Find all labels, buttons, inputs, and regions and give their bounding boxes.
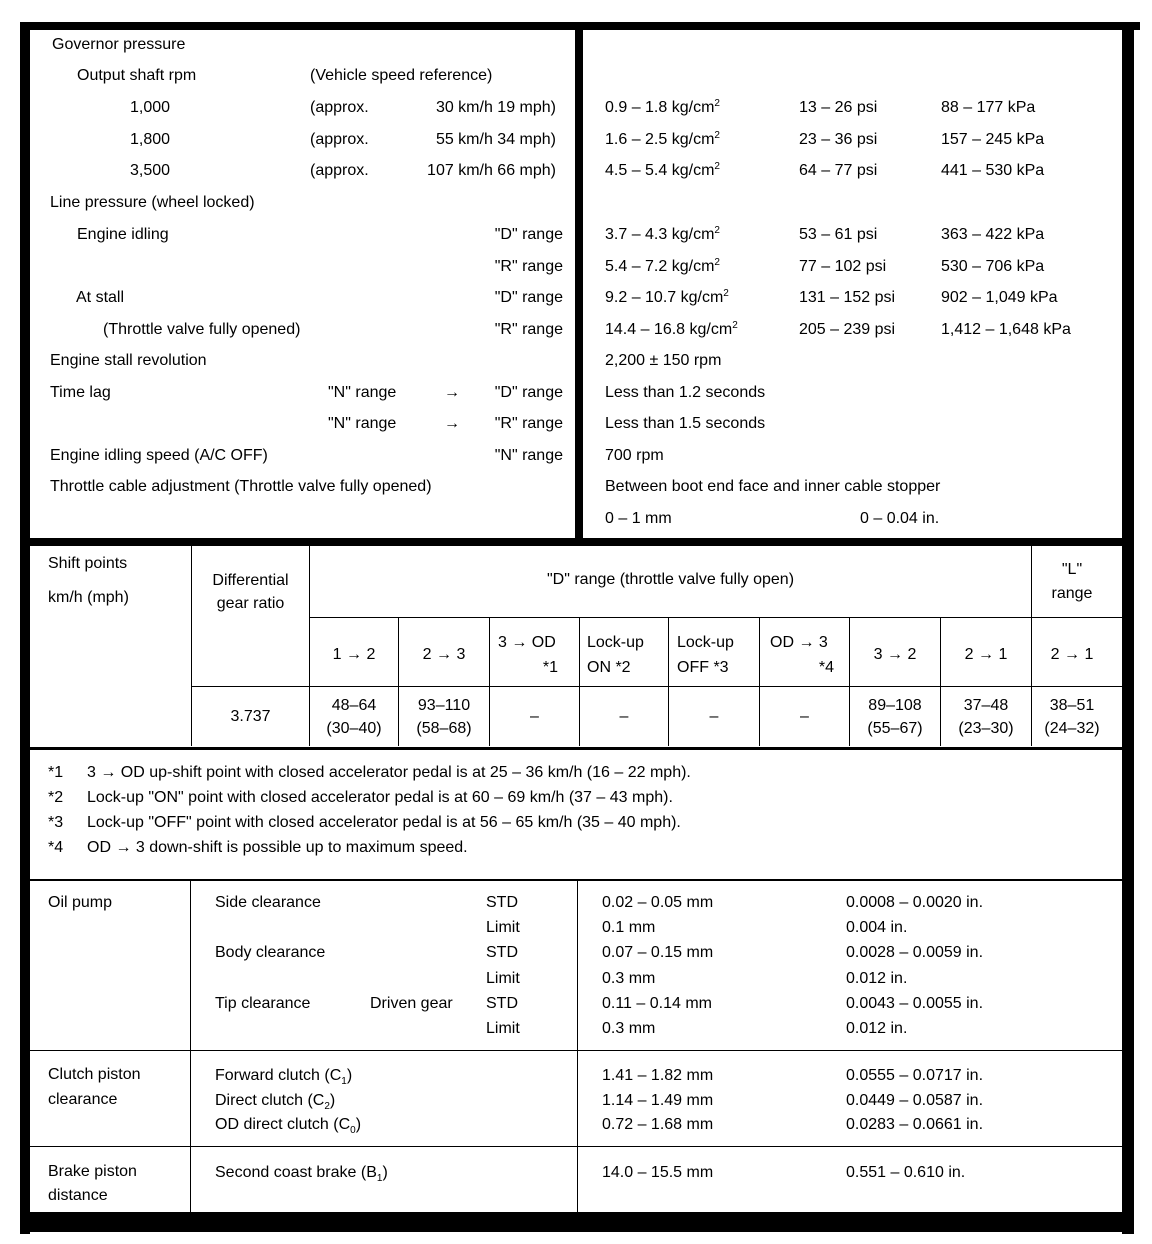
col-header-note: OFF *3 xyxy=(677,659,729,676)
throttle-cable-mm: 0 – 1 mm xyxy=(605,510,672,527)
col-header: OD → 3 xyxy=(770,634,828,651)
col-header: 3 → OD xyxy=(498,634,556,651)
shift-mph: (55–67) xyxy=(867,720,923,737)
kg-text: 0.9 – 1.8 kg/cm xyxy=(605,99,715,116)
superscript: 2 xyxy=(732,320,738,331)
time-lag-label: Time lag xyxy=(50,384,111,401)
stall-label: Engine stall revolution xyxy=(50,352,207,369)
paren: ) xyxy=(329,1092,336,1109)
kpa-value: 441 – 530 kPa xyxy=(941,162,1045,179)
divider xyxy=(191,686,1122,687)
col-header-note: *1 xyxy=(542,659,558,676)
kpa-value: 530 – 706 kPa xyxy=(941,258,1045,275)
at-stall-label: At stall xyxy=(76,289,125,306)
divider xyxy=(489,617,490,746)
subscript: 2 xyxy=(324,1101,330,1113)
col-header-note: ON *2 xyxy=(587,659,631,676)
shift-mph: (30–40) xyxy=(326,720,382,737)
speed: 30 km/h 19 mph) xyxy=(435,99,556,116)
to-range: "R" range xyxy=(494,415,563,432)
arrow-right-icon: → xyxy=(444,415,460,432)
kg-value xyxy=(605,321,738,339)
clutch-label: Clutch piston xyxy=(48,1066,141,1083)
diff-header: Differential xyxy=(212,572,289,589)
col-header-note: *4 xyxy=(818,659,834,676)
item-text: Direct clutch (C xyxy=(215,1092,325,1109)
idle-speed-value: 700 rpm xyxy=(605,447,664,464)
throttle-note: (Throttle valve fully opened) xyxy=(103,321,301,338)
shift-kmh: – xyxy=(530,708,539,725)
note-text: Lock-up "OFF" point with closed accelerator pedal is at 56 – 65 km/h (35 – 40 mph). xyxy=(87,814,681,831)
line-pressure-title: Line pressure (wheel locked) xyxy=(50,194,255,211)
approx: (approx. xyxy=(310,162,369,179)
kg-value xyxy=(605,131,720,149)
kg-value xyxy=(605,162,720,180)
note-mark: *3 xyxy=(48,814,64,831)
in-value: 0.012 in. xyxy=(846,1020,908,1037)
mm-value: 0.3 mm xyxy=(602,970,656,987)
in-value: 0.0008 – 0.0020 in. xyxy=(846,894,984,911)
mm-value: 0.1 mm xyxy=(602,919,656,936)
frame-left xyxy=(20,22,30,1234)
divider xyxy=(28,879,1122,881)
col-header: Lock-up xyxy=(587,634,644,651)
col-header: Lock-up xyxy=(677,634,734,651)
divider xyxy=(759,617,760,746)
top-divider-vertical xyxy=(575,22,583,542)
throttle-cable-value: Between boot end face and inner cable stopper xyxy=(605,478,941,495)
divider xyxy=(579,617,580,746)
from-range: "N" range xyxy=(328,384,397,401)
kg-value xyxy=(605,258,720,276)
subscript: 1 xyxy=(341,1076,347,1088)
from-range: "N" range xyxy=(328,415,397,432)
clutch-label: clearance xyxy=(48,1091,118,1108)
shift-kmh: 48–64 xyxy=(331,697,377,714)
paren: ) xyxy=(355,1116,362,1133)
shift-title: Shift points xyxy=(48,555,128,572)
note-text: 3 → OD up-shift point with closed accelerator pedal is at 25 – 36 km/h (16 – 22 mph). xyxy=(87,764,691,781)
mm-value: 0.3 mm xyxy=(602,1020,656,1037)
kind: Limit xyxy=(486,970,520,987)
psi-value: 53 – 61 psi xyxy=(799,226,878,243)
engine-idling-label: Engine idling xyxy=(77,226,169,243)
shift-kmh: 89–108 xyxy=(868,697,922,714)
item: Tip clearance xyxy=(215,995,311,1012)
kg-text: 14.4 – 16.8 kg/cm xyxy=(605,321,733,338)
rpm: 3,500 xyxy=(130,162,171,179)
kpa-value: 1,412 – 1,648 kPa xyxy=(941,321,1071,338)
shift-mph: (23–30) xyxy=(958,720,1014,737)
governor-title: Governor pressure xyxy=(52,36,186,53)
superscript: 2 xyxy=(714,257,720,268)
shift-kmh: 93–110 xyxy=(417,697,471,714)
approx: (approx. xyxy=(310,131,369,148)
mm-value: 1.14 – 1.49 mm xyxy=(602,1092,714,1109)
l-range-header: "L" xyxy=(1061,561,1083,578)
superscript: 2 xyxy=(714,130,720,141)
time-lag-value: Less than 1.5 seconds xyxy=(605,415,766,432)
kind: STD xyxy=(486,894,518,911)
mm-value: 0.11 – 0.14 mm xyxy=(602,995,712,1012)
psi-value: 77 – 102 psi xyxy=(799,258,887,275)
approx: (approx. xyxy=(310,99,369,116)
in-value: 0.0028 – 0.0059 in. xyxy=(846,944,984,961)
psi-value: 131 – 152 psi xyxy=(799,289,896,306)
governor-subhead-left: Output shaft rpm xyxy=(77,67,197,84)
kg-value xyxy=(605,99,720,117)
kg-text: 3.7 – 4.3 kg/cm xyxy=(605,226,715,243)
in-value: 0.551 – 0.610 in. xyxy=(846,1164,966,1181)
psi-value: 23 – 36 psi xyxy=(799,131,878,148)
rpm: 1,000 xyxy=(130,99,171,116)
item xyxy=(215,1092,336,1113)
note-mark: *2 xyxy=(48,789,64,806)
subscript: 1 xyxy=(376,1173,383,1185)
divider xyxy=(577,880,578,1212)
kg-text: 5.4 – 7.2 kg/cm xyxy=(605,258,715,275)
shift-kmh: – xyxy=(800,708,809,725)
range: "R" range xyxy=(494,321,563,338)
range: "D" range xyxy=(494,289,563,306)
col-header: 2 → 1 xyxy=(964,646,1008,663)
d-range-header: "D" range (throttle valve fully open) xyxy=(546,571,795,588)
divider xyxy=(309,617,1122,618)
mm-value: 0.02 – 0.05 mm xyxy=(602,894,714,911)
arrow-right-icon: → xyxy=(444,384,460,401)
col-header: 2 → 1 xyxy=(1050,646,1094,663)
kpa-value: 88 – 177 kPa xyxy=(941,99,1036,116)
divider xyxy=(668,617,669,746)
item: Body clearance xyxy=(215,944,326,961)
item xyxy=(215,1067,353,1088)
in-value: 0.012 in. xyxy=(846,970,908,987)
brake-label: Brake piston xyxy=(48,1163,137,1180)
frame-bottom xyxy=(20,1212,1134,1232)
range: "D" range xyxy=(494,226,563,243)
kind: STD xyxy=(486,995,518,1012)
divider xyxy=(28,747,1122,750)
divider xyxy=(28,1050,1122,1051)
paren: ) xyxy=(382,1164,388,1181)
shift-unit: km/h (mph) xyxy=(48,589,129,606)
top-section-bottom xyxy=(20,538,1134,546)
gear-ratio-value: 3.737 xyxy=(230,708,271,725)
kind: Limit xyxy=(486,919,520,936)
item xyxy=(215,1164,388,1185)
col-header: 1 → 2 xyxy=(332,646,376,663)
oil-pump-label: Oil pump xyxy=(48,894,113,911)
shift-kmh: – xyxy=(619,708,629,725)
kpa-value: 157 – 245 kPa xyxy=(941,131,1045,148)
item: Side clearance xyxy=(215,894,321,911)
mm-value: 14.0 – 15.5 mm xyxy=(602,1164,714,1181)
idle-speed-range: "N" range xyxy=(494,447,563,464)
sub-item: Driven gear xyxy=(370,995,453,1012)
mm-value: 0.07 – 0.15 mm xyxy=(602,944,714,961)
kg-text: 1.6 – 2.5 kg/cm xyxy=(605,131,715,148)
l-range-header: range xyxy=(1051,585,1093,602)
mm-value: 1.41 – 1.82 mm xyxy=(602,1067,714,1084)
divider xyxy=(28,1146,1122,1147)
time-lag-value: Less than 1.2 seconds xyxy=(605,384,766,401)
shift-kmh: – xyxy=(709,708,719,725)
brake-label: distance xyxy=(48,1187,108,1204)
speed: 55 km/h 34 mph) xyxy=(435,131,556,148)
in-value: 0.004 in. xyxy=(846,919,908,936)
note-text: OD → 3 down-shift is possible up to maximum speed. xyxy=(87,839,468,856)
col-header: 3 → 2 xyxy=(873,646,917,663)
item-text: Second coast brake (B xyxy=(215,1164,377,1181)
kpa-value: 363 – 422 kPa xyxy=(941,226,1045,243)
item-text: OD direct clutch (C xyxy=(215,1116,351,1133)
throttle-cable-label: Throttle cable adjustment (Throttle valve fully opened) xyxy=(50,478,432,495)
paren: ) xyxy=(346,1067,353,1084)
superscript: 2 xyxy=(714,225,720,236)
kg-text: 4.5 – 5.4 kg/cm xyxy=(605,162,715,179)
kpa-value: 902 – 1,049 kPa xyxy=(941,289,1058,306)
note-mark: *1 xyxy=(48,764,64,781)
rpm: 1,800 xyxy=(130,131,171,148)
frame-right xyxy=(1122,22,1134,1234)
range: "R" range xyxy=(494,258,563,275)
stall-value: 2,200 ± 150 rpm xyxy=(605,352,722,369)
note-text: Lock-up "ON" point with closed accelerator pedal is at 60 – 69 km/h (37 – 43 mph). xyxy=(87,789,673,806)
kg-value xyxy=(605,226,720,244)
shift-mph: (58–68) xyxy=(416,720,472,737)
shift-kmh: 37–48 xyxy=(963,697,1009,714)
psi-value: 205 – 239 psi xyxy=(799,321,896,338)
in-value: 0.0449 – 0.0587 in. xyxy=(846,1092,984,1109)
psi-value: 13 – 26 psi xyxy=(799,99,878,116)
subscript: 0 xyxy=(350,1125,356,1137)
psi-value: 64 – 77 psi xyxy=(799,162,878,179)
shift-mph: (24–32) xyxy=(1044,720,1100,737)
mm-value: 0.72 – 1.68 mm xyxy=(602,1116,714,1133)
kind: STD xyxy=(486,944,518,961)
superscript: 2 xyxy=(723,288,729,299)
diff-header: gear ratio xyxy=(216,595,285,612)
kg-text: 9.2 – 10.7 kg/cm xyxy=(605,289,724,306)
item xyxy=(215,1116,362,1137)
to-range: "D" range xyxy=(494,384,563,401)
idle-speed-label: Engine idling speed (A/C OFF) xyxy=(50,447,268,464)
in-value: 0.0555 – 0.0717 in. xyxy=(846,1067,984,1084)
in-value: 0.0043 – 0.0055 in. xyxy=(846,995,984,1012)
throttle-cable-in: 0 – 0.04 in. xyxy=(860,510,940,527)
kg-value xyxy=(605,289,729,307)
governor-subhead-right: (Vehicle speed reference) xyxy=(310,67,493,84)
item-text: Forward clutch (C xyxy=(215,1067,342,1084)
in-value: 0.0283 – 0.0661 in. xyxy=(846,1116,984,1133)
kind: Limit xyxy=(486,1020,520,1037)
shift-kmh: 38–51 xyxy=(1049,697,1095,714)
divider xyxy=(190,880,191,1212)
superscript: 2 xyxy=(714,98,720,109)
note-mark: *4 xyxy=(48,839,64,856)
speed: 107 km/h 66 mph) xyxy=(427,162,556,179)
col-header: 2 → 3 xyxy=(422,646,466,663)
superscript: 2 xyxy=(714,161,720,172)
